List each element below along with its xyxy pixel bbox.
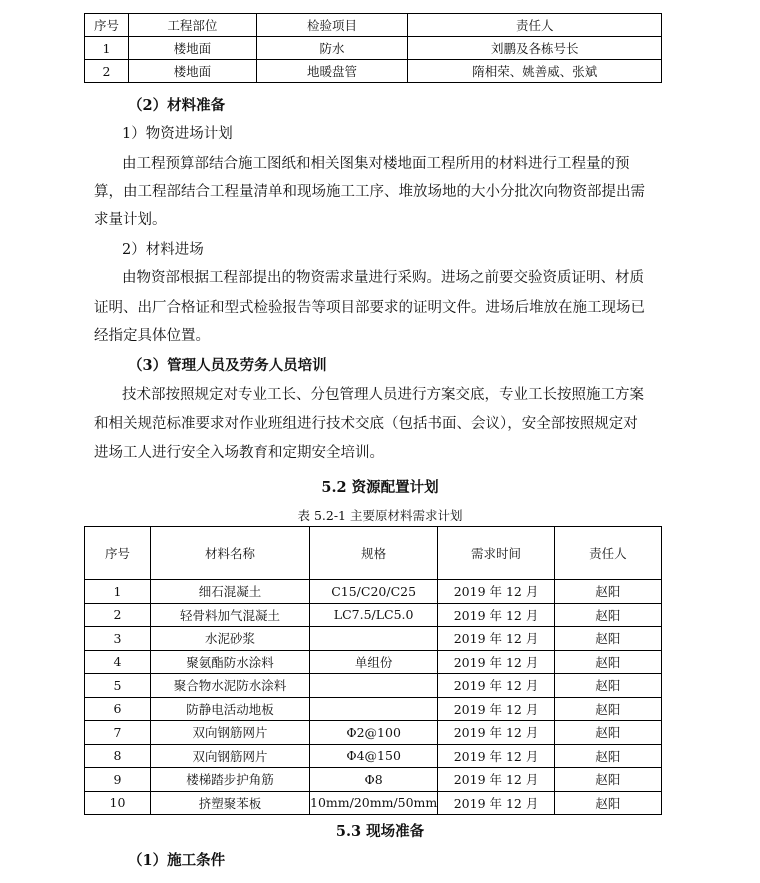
table-cell: 赵阳 xyxy=(554,674,661,698)
table-cell: 10 xyxy=(85,791,151,815)
subheading-material-entry: 2）材料进场 xyxy=(122,242,204,258)
table-cell: 10mm/20mm/50mm xyxy=(310,791,438,815)
section-heading-materials: （2）材料准备 xyxy=(128,97,226,114)
materials-table xyxy=(84,526,662,815)
table-cell: 2019 年 12 月 xyxy=(438,580,555,604)
table-cell: 轻骨料加气混凝土 xyxy=(150,603,309,627)
table-row xyxy=(85,627,662,651)
header-cell: 序号 xyxy=(85,527,151,580)
table-row xyxy=(85,791,662,815)
table-cell: 赵阳 xyxy=(554,650,661,674)
table-cell: 双向钢筋网片 xyxy=(150,744,309,768)
header-cell: 需求时间 xyxy=(438,527,555,580)
table-cell: 赵阳 xyxy=(554,627,661,651)
table-cell: Φ2@100 xyxy=(310,721,438,745)
paragraph-line: 进场工人进行安全入场教育和定期安全培训。 xyxy=(94,445,384,461)
paragraph-line: 技术部按照规定对专业工长、分包管理人员进行方案交底，专业工长按照施工方案 xyxy=(122,387,644,403)
table-cell: 刘鹏及各栋号长 xyxy=(408,37,662,60)
table-cell: 2019 年 12 月 xyxy=(438,791,555,815)
header-cell: 责任人 xyxy=(408,14,662,37)
inspection-table xyxy=(84,13,662,83)
table-row xyxy=(85,60,662,83)
table-cell: 5 xyxy=(85,674,151,698)
table-cell: 2 xyxy=(85,603,151,627)
paragraph-line: 算，由工程部结合工程量清单和现场施工工序、堆放场地的大小分批次向物资部提出需 xyxy=(94,184,645,200)
paragraph-line: 和相关规范标准要求对作业班组进行技术交底（包括书面、会议），安全部按照规定对 xyxy=(94,416,638,432)
table-cell: 水泥砂浆 xyxy=(150,627,309,651)
paragraph-line: 由物资部根据工程部提出的物资需求量进行采购。进场之前要交验资质证明、材质 xyxy=(122,270,644,286)
table-cell: 2019 年 12 月 xyxy=(438,744,555,768)
paragraph-line: 求量计划。 xyxy=(94,212,167,228)
table-cell: 楼地面 xyxy=(128,60,256,83)
table-cell: 聚合物水泥防水涂料 xyxy=(150,674,309,698)
table-cell: 赵阳 xyxy=(554,791,661,815)
table-cell: 挤塑聚苯板 xyxy=(150,791,309,815)
table-row xyxy=(85,697,662,721)
table-cell: 2 xyxy=(85,60,129,83)
section-title-5-3: 5.3 现场准备 xyxy=(335,823,425,840)
table-cell: 2019 年 12 月 xyxy=(438,768,555,792)
table-cell: 1 xyxy=(85,580,151,604)
table-cell: 赵阳 xyxy=(554,721,661,745)
table-cell: 9 xyxy=(85,768,151,792)
table-cell: 3 xyxy=(85,627,151,651)
table-cell: Φ8 xyxy=(310,768,438,792)
table-cell: 2019 年 12 月 xyxy=(438,627,555,651)
table-row xyxy=(85,721,662,745)
table-cell: 双向钢筋网片 xyxy=(150,721,309,745)
table-cell: 楼梯踏步护角筋 xyxy=(150,768,309,792)
section-heading-training: （3）管理人员及劳务人员培训 xyxy=(128,357,327,374)
table-row xyxy=(85,603,662,627)
paragraph-line: 由工程预算部结合施工图纸和相关图集对楼地面工程所用的材料进行工程量的预 xyxy=(122,156,630,172)
table-cell: 赵阳 xyxy=(554,580,661,604)
table-cell: 2019 年 12 月 xyxy=(438,650,555,674)
section-title-5-2: 5.2 资源配置计划 xyxy=(321,479,439,496)
table-row xyxy=(85,37,662,60)
table-cell: 地暖盘管 xyxy=(256,60,408,83)
table-cell xyxy=(310,697,438,721)
table-caption: 表 5.2-1 主要原材料需求计划 xyxy=(297,508,463,523)
header-cell: 责任人 xyxy=(554,527,661,580)
table-cell: 赵阳 xyxy=(554,768,661,792)
table-cell: 2019 年 12 月 xyxy=(438,603,555,627)
table-cell: 楼地面 xyxy=(128,37,256,60)
table-cell: 赵阳 xyxy=(554,697,661,721)
table-row xyxy=(85,674,662,698)
table-cell: Φ4@150 xyxy=(310,744,438,768)
table-row xyxy=(85,650,662,674)
table-cell: 2019 年 12 月 xyxy=(438,721,555,745)
table-cell: 聚氨酯防水涂料 xyxy=(150,650,309,674)
header-cell: 检验项目 xyxy=(256,14,408,37)
table-row xyxy=(85,580,662,604)
table-cell: 2019 年 12 月 xyxy=(438,697,555,721)
table-cell: 4 xyxy=(85,650,151,674)
table-cell: 1 xyxy=(85,37,129,60)
table-cell: 隋相荣、姚善威、张斌 xyxy=(408,60,662,83)
table-cell: 赵阳 xyxy=(554,603,661,627)
header-cell: 材料名称 xyxy=(150,527,309,580)
table-cell: 赵阳 xyxy=(554,744,661,768)
paragraph-line: 证明、出厂合格证和型式检验报告等项目部要求的证明文件。进场后堆放在施工现场已 xyxy=(94,300,645,316)
header-cell: 规格 xyxy=(310,527,438,580)
table-cell: 6 xyxy=(85,697,151,721)
section-heading-conditions: （1）施工条件 xyxy=(128,852,226,869)
table-cell: 2019 年 12 月 xyxy=(438,674,555,698)
table-cell: 细石混凝土 xyxy=(150,580,309,604)
table-cell: 防水 xyxy=(256,37,408,60)
table-header-row xyxy=(85,14,662,37)
paragraph-line: 经指定具体位置。 xyxy=(94,328,210,344)
table-row xyxy=(85,768,662,792)
table-cell: 7 xyxy=(85,721,151,745)
table-cell: 8 xyxy=(85,744,151,768)
header-cell: 序号 xyxy=(85,14,129,37)
table-cell: 防静电活动地板 xyxy=(150,697,309,721)
table-cell: C15/C20/C25 xyxy=(310,580,438,604)
table-cell xyxy=(310,674,438,698)
table-cell xyxy=(310,627,438,651)
header-cell: 工程部位 xyxy=(128,14,256,37)
table-cell: 单组份 xyxy=(310,650,438,674)
table-cell: LC7.5/LC5.0 xyxy=(310,603,438,627)
subheading-supply-plan: 1）物资进场计划 xyxy=(122,126,233,142)
table-row xyxy=(85,744,662,768)
table-header-row xyxy=(85,527,662,580)
